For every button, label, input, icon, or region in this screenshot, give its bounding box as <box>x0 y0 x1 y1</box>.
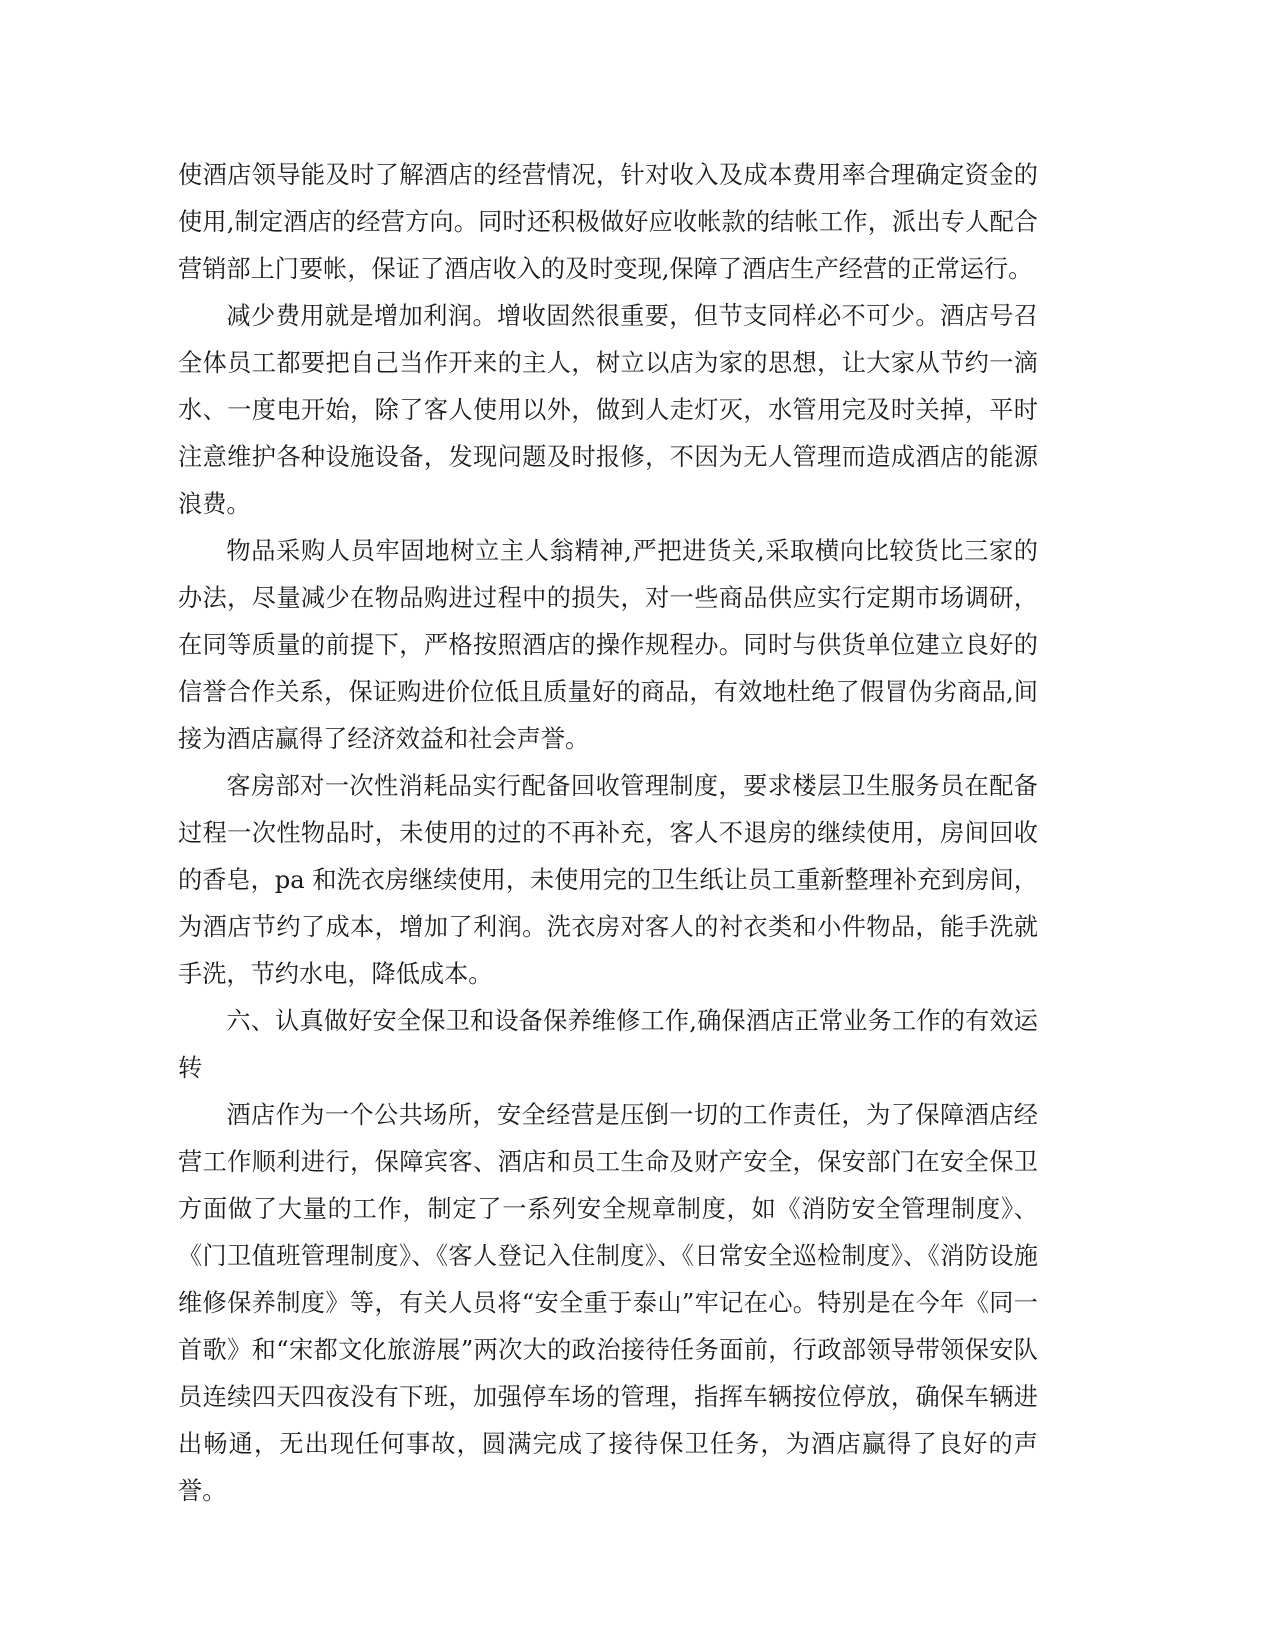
section-heading-security: 六、认真做好安全保卫和设备保养维修工作,确保酒店正常业务工作的有效运转 <box>178 1007 1038 1082</box>
paragraph-housekeeping: 客房部对一次性消耗品实行配备回收管理制度，要求楼层卫生服务员在配备过程一次性物品时，未使用的过的不再补充，客人不退房的继续使用，房间回收的香皂，pa 和洗衣房继续使用，未使用完的卫生纸让员工重新整理补充到房间，为酒店节约了成本，增加了利润。洗衣房对客人的衬衣类和小件物品，能手洗就手洗，节约水电，降低成本。 <box>178 772 1038 988</box>
paragraph-continuation: 使酒店领导能及时了解酒店的经营情况，针对收入及成本费用率合理确定资金的使用,制定酒店的经营方向。同时还积极做好应收帐款的结帐工作，派出专人配合营销部上门要帐，保证了酒店收入的及时变现,保障了酒店生产经营的正常运行。 <box>178 161 1038 283</box>
document-page <box>178 152 1038 1515</box>
paragraph-security: 酒店作为一个公共场所，安全经营是压倒一切的工作责任，为了保障酒店经营工作顺利进行，保障宾客、酒店和员工生命及财产安全，保安部门在安全保卫方面做了大量的工作，制定了一系列安全规章制度，如《消防安全管理制度》、《门卫值班管理制度》、《客人登记入住制度》、《日常安全巡检制度》、《消防设施维修保养制度》等，有关人员将“安全重于泰山”牢记在心。特别是在今年《同一首歌》和“宋都文化旅游展”两次大的政治接待任务面前，行政部领导带领保安队员连续四天四夜没有下班，加强停车场的管理，指挥车辆按位停放，确保车辆进出畅通，无出现任何事故，圆满完成了接待保卫任务，为酒店赢得了良好的声誉。 <box>178 1101 1038 1505</box>
paragraph-procurement: 物品采购人员牢固地树立主人翁精神,严把进货关,采取横向比较货比三家的办法，尽量减少在物品购进过程中的损失，对一些商品供应实行定期市场调研，在同等质量的前提下，严格按照酒店的操作规程办。同时与供货单位建立良好的信誉合作关系，保证购进价位低且质量好的商品，有效地杜绝了假冒伪劣商品,间接为酒店赢得了经济效益和社会声誉。 <box>178 537 1038 753</box>
paragraph-cost-reduction: 减少费用就是增加利润。增收固然很重要，但节支同样必不可少。酒店号召全体员工都要把自己当作开来的主人，树立以店为家的思想，让大家从节约一滴水、一度电开始，除了客人使用以外，做到人走灯灭，水管用完及时关掉，平时注意维护各种设施设备，发现问题及时报修，不因为无人管理而造成酒店的能源浪费。 <box>178 302 1038 518</box>
